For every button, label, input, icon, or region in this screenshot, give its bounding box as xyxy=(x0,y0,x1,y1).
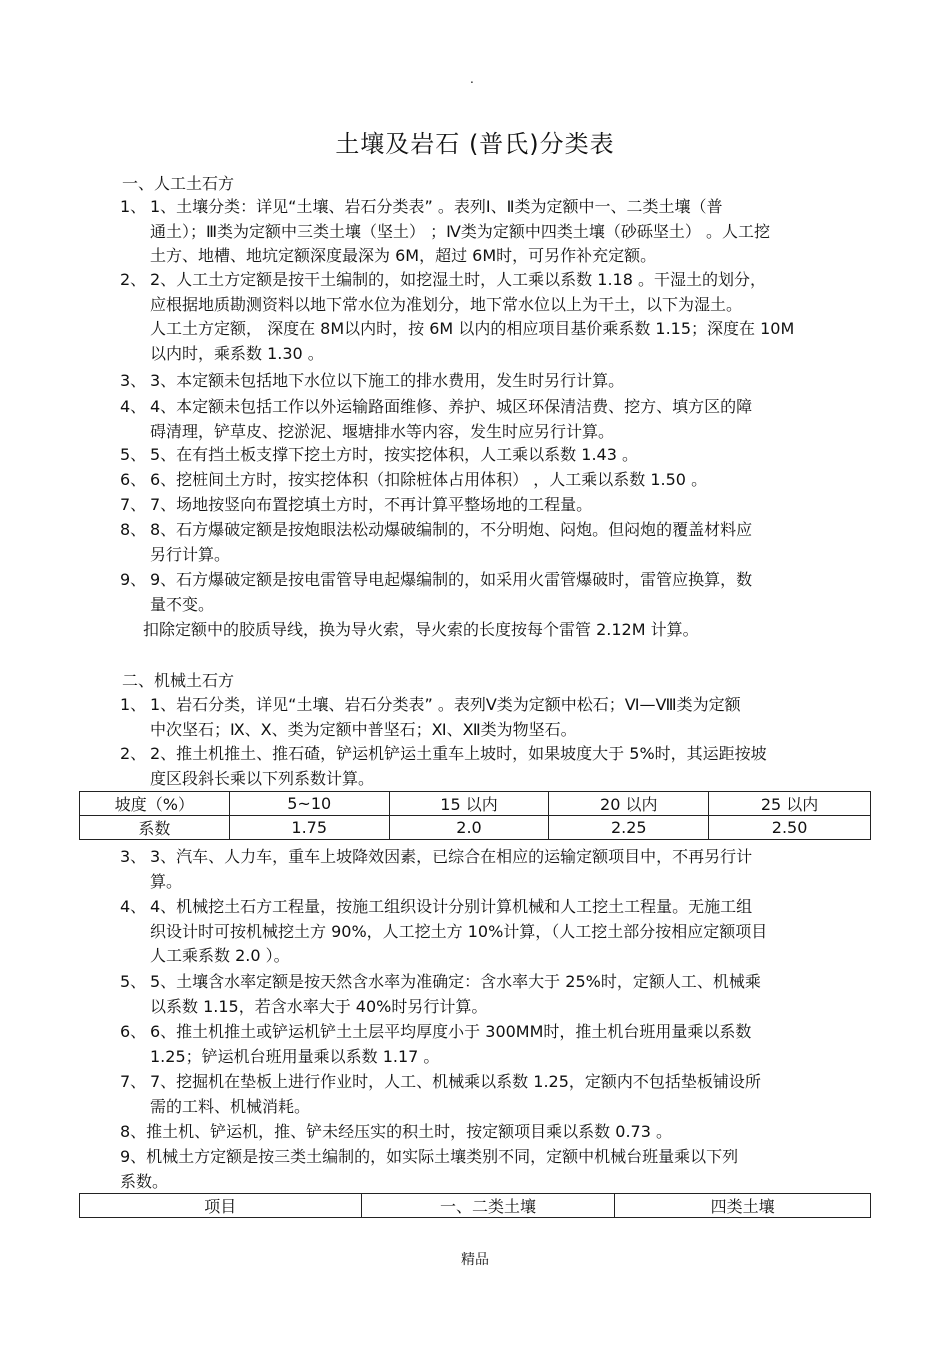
section-heading-manual: 一、人工土石方 xyxy=(122,174,235,193)
list-item-line: 7、挖掘机在垫板上进行作业时，人工、机械乘以系数 1.25，定额内不包括垫板铺设所 xyxy=(150,1072,761,1091)
list-item-number: 6、 xyxy=(120,470,147,489)
list-item-number: 4、 xyxy=(120,897,147,916)
list-item-line: 人工乘系数 2.0 ）。 xyxy=(150,946,290,965)
list-item xyxy=(120,742,880,791)
list-item-number: 2、 xyxy=(120,744,147,763)
footer-text: 精品 xyxy=(461,1252,489,1268)
table-cell: 5~10 xyxy=(229,792,389,816)
list-item xyxy=(120,369,880,394)
slope-coefficient-table xyxy=(79,791,871,840)
list-item xyxy=(120,195,880,269)
list-item-line: 算。 xyxy=(150,871,183,891)
list-item-line: 中次坚石；Ⅸ、Ⅹ、类为定额中普坚石；Ⅺ、Ⅻ类为物坚石。 xyxy=(150,719,577,739)
list-item xyxy=(120,395,880,444)
list-item-line: 8、推土机、铲运机，推、铲未经压实的积土时，按定额项目乘以系数 0.73 。 xyxy=(120,1122,672,1141)
list-item-line: 通土）；Ⅲ类为定额中三类土壤（坚土） ；Ⅳ类为定额中四类土壤（砂砾坚土） 。人工挖 xyxy=(150,221,770,241)
list-item-line: 9、机械土方定额是按三类土编制的，如实际土壤类别不同，定额中机械台班量乘以下列 xyxy=(120,1147,739,1166)
list-item xyxy=(120,1020,880,1069)
list-item xyxy=(120,518,880,567)
header-dot: . xyxy=(470,72,474,86)
list-item-line: 织设计时可按机械挖土方 90%，人工挖土方 10%计算，（人工挖土部分按相应定额项目 xyxy=(150,921,768,941)
table-header-cell: 四类土壤 xyxy=(615,1194,871,1218)
list-item-line: 9、石方爆破定额是按电雷管导电起爆编制的，如采用火雷管爆破时，雷管应换算，数 xyxy=(150,570,753,589)
list-item-line: 6、挖桩间土方时，按实挖体积（扣除桩体占用体积） ，人工乘以系数 1.50 。 xyxy=(150,470,708,489)
list-item-line: 碍清理，铲草皮、挖淤泥、堰塘排水等内容，发生时应另行计算。 xyxy=(150,421,615,441)
list-item-number: 3、 xyxy=(120,847,147,866)
list-item xyxy=(120,443,880,468)
list-item xyxy=(120,268,880,366)
list-item xyxy=(120,693,880,742)
section1-extra-note xyxy=(143,618,903,643)
list-item-number: 9、 xyxy=(120,570,147,589)
list-item xyxy=(120,970,880,1019)
table-cell: 坡度（%） xyxy=(80,792,230,816)
list-item-line: 人工土方定额， 深度在 8M以内时，按 6M 以内的相应项目基价乘系数 1.15；深度在 10M xyxy=(150,319,795,338)
list-item-line: 5、在有挡土板支撑下挖土方时，按实挖体积，人工乘以系数 1.43 。 xyxy=(150,445,638,464)
list-item-line: 2、推土机推土、推石碴，铲运机铲运土重车上坡时，如果坡度大于 5%时，其运距按坡 xyxy=(150,744,767,763)
list-item-number: 6、 xyxy=(120,1022,147,1041)
list-item-number: 7、 xyxy=(120,495,147,514)
list-item-line: 土方、地槽、地坑定额深度最深为 6M，超过 6M时，可另作补充定额。 xyxy=(150,246,657,265)
list-item-number: 2、 xyxy=(120,270,147,289)
page-title: 土壤及岩石 (普氏)分类表 xyxy=(335,130,615,158)
list-item-line: 4、机械挖土石方工程量，按施工组织设计分别计算机械和人工挖土工程量。无施工组 xyxy=(150,897,753,916)
list-item xyxy=(120,493,880,518)
table-cell: 20 以内 xyxy=(549,792,709,816)
table-row xyxy=(80,792,871,816)
list-item-line: 1.25；铲运机台班用量乘以系数 1.17 。 xyxy=(150,1046,440,1066)
extra-note-text: 扣除定额中的胶质导线，换为导火索，导火索的长度按每个雷管 2.12M 计算。 xyxy=(143,620,699,639)
list-item-line: 度区段斜长乘以下列系数计算。 xyxy=(150,768,375,788)
list-item-number: 5、 xyxy=(120,445,147,464)
list-item-line: 6、推土机推土或铲运机铲土土层平均厚度小于 300MM时，推土机台班用量乘以系数 xyxy=(150,1022,752,1041)
list-item-line: 1、岩石分类，详见“土壤、岩石分类表” 。表列Ⅴ类为定额中松石；Ⅵ—Ⅷ类为定额 xyxy=(150,695,741,714)
list-item xyxy=(120,1120,880,1145)
list-item-line: 以系数 1.15，若含水率大于 40%时另行计算。 xyxy=(150,996,488,1016)
list-item xyxy=(120,845,880,894)
table-cell: 2.25 xyxy=(549,816,709,840)
list-item xyxy=(120,1070,880,1119)
table-cell: 系数 xyxy=(80,816,230,840)
list-item-line: 3、本定额未包括地下水位以下施工的排水费用，发生时另行计算。 xyxy=(150,371,625,390)
list-item-number: 7、 xyxy=(120,1072,147,1091)
list-item xyxy=(120,468,880,493)
list-item-line: 8、石方爆破定额是按炮眼法松动爆破编制的，不分明炮、闷炮。但闷炮的覆盖材料应 xyxy=(150,520,753,539)
list-item-line: 需的工料、机械消耗。 xyxy=(150,1096,311,1116)
table-cell: 2.50 xyxy=(709,816,871,840)
table-header-cell: 一、二类土壤 xyxy=(361,1194,615,1218)
list-item-line: 另行计算。 xyxy=(150,544,231,564)
table-cell: 25 以内 xyxy=(709,792,871,816)
soil-coefficient-table xyxy=(79,1193,871,1218)
list-item-line: 量不变。 xyxy=(150,594,215,614)
list-item-line: 系数。 xyxy=(120,1171,169,1191)
list-item-line: 1、土壤分类：详见“土壤、岩石分类表” 。表列Ⅰ、Ⅱ类为定额中一、二类土壤（普 xyxy=(150,197,723,216)
list-item-number: 5、 xyxy=(120,972,147,991)
list-item-line: 7、场地按竖向布置挖填土方时，不再计算平整场地的工程量。 xyxy=(150,495,593,514)
list-item-number: 1、 xyxy=(120,695,147,714)
list-item-line: 应根据地质勘测资料以地下常水位为准划分，地下常水位以上为干土，以下为湿土。 xyxy=(150,294,743,314)
table-header-row xyxy=(80,1194,871,1218)
list-item xyxy=(120,895,880,969)
list-item xyxy=(120,568,880,617)
list-item-line: 3、汽车、人力车，重车上坡降效因素，已综合在相应的运输定额项目中，不再另行计 xyxy=(150,847,753,866)
table-cell: 1.75 xyxy=(229,816,389,840)
list-item-line: 以内时，乘系数 1.30 。 xyxy=(150,343,324,363)
list-item-line: 2、人工土方定额是按干土编制的，如挖湿土时，人工乘以系数 1.18 。干湿土的划分， xyxy=(150,270,766,289)
table-cell: 15 以内 xyxy=(389,792,549,816)
table-cell: 2.0 xyxy=(389,816,549,840)
list-item-line: 4、本定额未包括工作以外运输路面维修、养护、城区环保清洁费、挖方、填方区的障 xyxy=(150,397,753,416)
table-header-cell: 项目 xyxy=(80,1194,362,1218)
list-item xyxy=(120,1145,880,1194)
list-item-number: 8、 xyxy=(120,520,147,539)
section-heading-machine: 二、机械土石方 xyxy=(122,671,235,690)
list-item-number: 3、 xyxy=(120,371,147,390)
list-item-number: 1、 xyxy=(120,197,147,216)
list-item-number: 4、 xyxy=(120,397,147,416)
table-row xyxy=(80,816,871,840)
list-item-line: 5、土壤含水率定额是按天然含水率为准确定：含水率大于 25%时，定额人工、机械乘 xyxy=(150,972,761,991)
